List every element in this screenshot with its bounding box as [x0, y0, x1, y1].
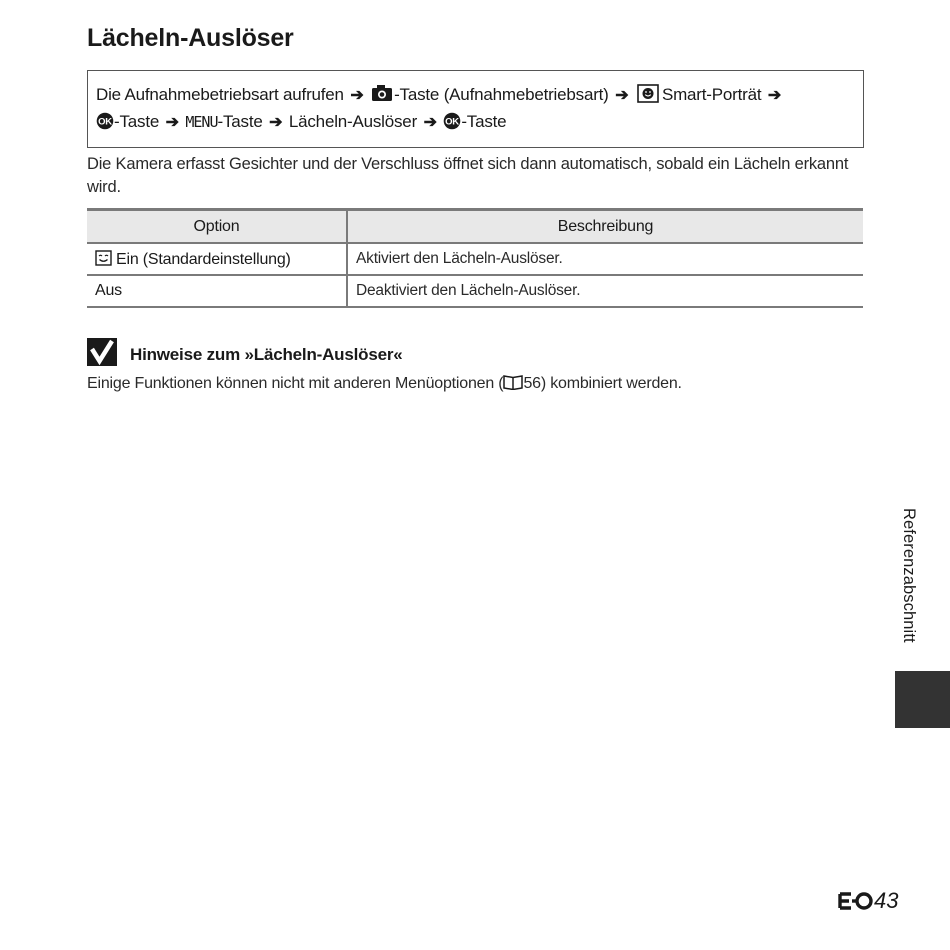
options-table [87, 208, 863, 308]
arrow-icon: ➔ [767, 87, 782, 104]
description-cell: Aktiviert den Lächeln-Auslöser. [347, 243, 863, 275]
table-row [87, 275, 863, 307]
section-label: Referenzabschnitt [900, 508, 918, 643]
checkmark-icon [87, 338, 117, 366]
nav-step-smile-timer: Lächeln-Auslöser [288, 112, 418, 131]
arrow-icon: ➔ [165, 114, 179, 131]
camera-icon [371, 84, 393, 102]
table-header-row [87, 210, 863, 244]
intro-paragraph: Die Kamera erfasst Gesichter und der Verschluss öffnet sich dann automatisch, sobald ein Lächeln erkannt wird. [87, 155, 849, 196]
ok-button-icon [443, 112, 461, 130]
column-header-option: Option [87, 210, 347, 244]
section-tab [895, 671, 950, 728]
note-page-ref[interactable]: 56 [523, 375, 541, 392]
table-row [87, 243, 863, 275]
nav-step-smart-portrait: Smart-Porträt [661, 85, 762, 104]
nav-step-shooting-mode: Die Aufnahmebetriebsart aufrufen [96, 85, 344, 104]
nav-step-shooting-button: -Taste (Aufnahmebetriebsart) [394, 85, 609, 104]
smart-portrait-icon [637, 84, 659, 103]
ok-button-icon [96, 112, 114, 130]
description-cell: Deaktiviert den Lächeln-Auslöser. [347, 275, 863, 307]
note-text [87, 374, 682, 393]
reference-section-icon [837, 890, 873, 912]
page-title: Lächeln-Auslöser [87, 24, 294, 52]
arrow-icon: ➔ [423, 114, 437, 131]
smile-icon [95, 250, 112, 266]
nav-step-ok-button: -Taste [114, 112, 160, 131]
column-header-description: Beschreibung [347, 210, 863, 244]
option-cell: Aus [87, 275, 347, 307]
page-number-text: 43 [874, 888, 899, 913]
svg-text:OK: OK [445, 116, 460, 128]
menu-navigation-box [87, 70, 864, 148]
note-text-end: ) kombiniert werden. [540, 375, 682, 392]
option-cell [87, 243, 347, 275]
option-label: Ein (Standardeinstellung) [116, 250, 291, 268]
arrow-icon: ➔ [269, 114, 283, 131]
arrow-icon: ➔ [615, 87, 629, 104]
nav-line-1 [96, 82, 855, 109]
book-icon [503, 374, 523, 390]
nav-step-ok-button-final: -Taste [461, 112, 507, 131]
svg-text:OK: OK [98, 116, 112, 128]
nav-line-2 [96, 109, 855, 136]
arrow-icon: ➔ [350, 87, 364, 104]
note-text-start: Einige Funktionen können nicht mit anderen Menüoptionen ( [87, 375, 504, 392]
menu-button-label: MENU [185, 113, 218, 131]
note-heading [87, 338, 403, 366]
nav-step-menu-button: -Taste [217, 112, 263, 131]
note-title: Hinweise zum »Lächeln-Auslöser« [130, 345, 403, 364]
page-number [837, 888, 898, 914]
